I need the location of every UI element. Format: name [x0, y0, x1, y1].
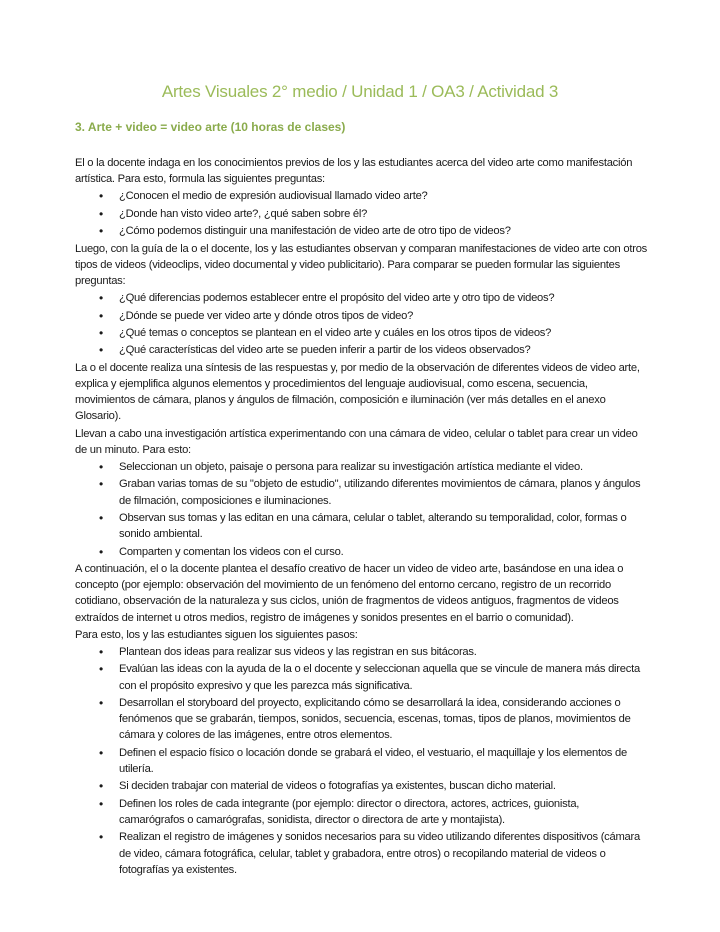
document-title: Artes Visuales 2° medio / Unidad 1 / OA3 / Actividad 3 — [161, 82, 559, 101]
list-item: • Realizan el registro de imágenes y sonidos necesarios para su video utilizando diferentes dispositivos (cámara de video, cámara fotográfica, celular, tablet y grabadora, entre otros) o recopilando material de videos o fotografías ya existentes. — [119, 829, 647, 878]
list-item: • Desarrollan el storyboard del proyecto, explicitando cómo se desarrollará la idea, considerando acciones o fenómenos que se grabarán, tiempos, sonidos, secuencia, escenas, tomas, tipos de planos, movimientos de cámara y colores de las imágenes, entre otros elementos. — [119, 695, 647, 744]
list-item: • Observan sus tomas y las editan en una cámara, celular o tablet, alterando su temporalidad, color, formas o sonido ambiental. — [119, 510, 647, 542]
paragraph: Para esto, los y las estudiantes siguen los siguientes pasos: — [75, 628, 358, 641]
question-list — [75, 188, 647, 239]
step-list — [75, 459, 647, 560]
list-item: • ¿Qué temas o conceptos se plantean en el video arte y cuáles en los otros tipos de videos? — [119, 325, 647, 341]
section-heading: 3. Arte + video = video arte (10 horas de clases) — [75, 120, 346, 134]
list-item: • ¿Qué diferencias podemos establecer entre el propósito del video arte y otro tipo de videos? — [119, 290, 647, 306]
paragraph: Luego, con la guía de la o el docente, los y las estudiantes observan y comparan manifestaciones de video arte con otros tipos de videos (videoclips, video documental y video publicitario). Para comparar se pueden formular las siguientes preguntas: — [75, 242, 648, 287]
list-item: • ¿Cómo podemos distinguir una manifestación de video arte de otro tipo de videos? — [119, 223, 647, 239]
list-item: • Definen los roles de cada integrante (por ejemplo: director o directora, actores, actrices, guionista, camarógrafos o camarógrafas, sonidista, director o directora de arte y montajista). — [119, 796, 647, 828]
paragraph: Llevan a cabo una investigación artística experimentando con una cámara de video, celular o tablet para crear un video de un minuto. Para esto: — [75, 427, 638, 456]
list-item: • Graban varias tomas de su "objeto de estudio", utilizando diferentes movimientos de cámara, planos y ángulos de filmación, composiciones e iluminaciones. — [119, 476, 647, 508]
paragraph: El o la docente indaga en los conocimientos previos de los y las estudiantes acerca del video arte como manifestación artística. Para esto, formula las siguientes preguntas: — [75, 157, 633, 186]
paragraph: A continuación, el o la docente plantea el desafío creativo de hacer un video de video arte, basándose en una idea o concepto (por ejemplo: observación del movimiento de un fenómeno del entorno cercano, registro de un recorrido cotidiano, observación de la naturaleza y sus ciclos, unión de fragmentos de videos antiguos, fragmentos de videos extraídos de internet u otros medios, registro de imágenes y sonidos presentes en el barrio o comunidad). — [75, 562, 624, 624]
list-item: • ¿Qué características del video arte se pueden inferir a partir de los videos observados? — [119, 342, 647, 358]
list-item: • Comparten y comentan los videos con el curso. — [119, 544, 647, 560]
document-body — [75, 155, 647, 879]
list-item: • ¿Donde han visto video arte?, ¿qué saben sobre él? — [119, 206, 647, 222]
list-item: • Si deciden trabajar con material de videos o fotografías ya existentes, buscan dicho material. — [119, 778, 647, 794]
list-item: • Definen el espacio físico o locación donde se grabará el video, el vestuario, el maquillaje y los elementos de utilería. — [119, 745, 647, 777]
paragraph: La o el docente realiza una síntesis de las respuestas y, por medio de la observación de diferentes videos de video arte, explica y ejemplifica algunos elementos y procedimientos del lenguaje audiovisual, como escena, secuencia, movimientos de cámara, planos y ángulos de filmación, composición e iluminación (ver más detalles en el anexo Glosario). — [75, 361, 640, 423]
step-list — [75, 644, 647, 878]
list-item: • ¿Dónde se puede ver video arte y dónde otros tipos de video? — [119, 308, 647, 324]
list-item: • ¿Conocen el medio de expresión audiovisual llamado video arte? — [119, 188, 647, 204]
question-list — [75, 290, 647, 358]
list-item: • Evalúan las ideas con la ayuda de la o el docente y seleccionan aquella que se vincule de manera más directa con el propósito expresivo y que les parezca más significativa. — [119, 661, 647, 693]
list-item: • Seleccionan un objeto, paisaje o persona para realizar su investigación artística mediante el video. — [119, 459, 647, 475]
list-item: • Plantean dos ideas para realizar sus videos y las registran en sus bitácoras. — [119, 644, 647, 660]
